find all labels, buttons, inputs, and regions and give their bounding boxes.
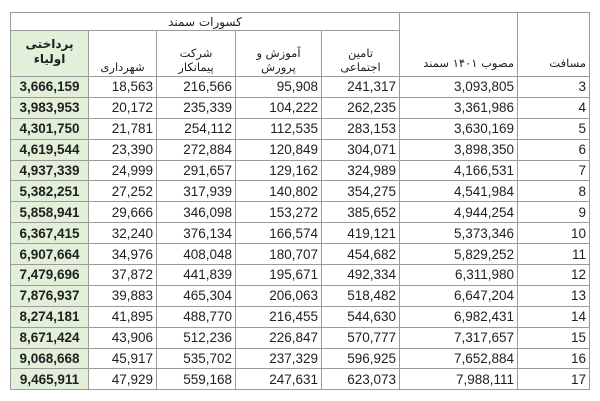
cell-parent-payment: 6,367,415: [11, 223, 89, 244]
cell-contractor: 376,134: [157, 223, 236, 244]
cell-social-insurance: 492,334: [322, 265, 400, 286]
table-body: [11, 77, 590, 390]
cell-municipality: 23,390: [89, 139, 157, 160]
cell-approved: 5,829,252: [400, 244, 518, 265]
cell-parent-payment: 9,068,668: [11, 348, 89, 369]
cell-education: 129,162: [236, 160, 322, 181]
cell-parent-payment: 4,619,544: [11, 139, 89, 160]
table-row: [11, 202, 590, 223]
table-row: [11, 306, 590, 327]
cell-municipality: 18,563: [89, 77, 157, 98]
table-row: [11, 265, 590, 286]
header-municipality: [89, 30, 157, 76]
cell-distance: 5: [518, 118, 590, 139]
table-row: [11, 223, 590, 244]
cell-social-insurance: 454,682: [322, 244, 400, 265]
cell-distance: 8: [518, 181, 590, 202]
cell-approved: 7,317,657: [400, 327, 518, 348]
cell-municipality: 21,781: [89, 118, 157, 139]
cell-education: 195,671: [236, 265, 322, 286]
cell-municipality: 39,883: [89, 285, 157, 306]
cell-approved: 3,630,169: [400, 118, 518, 139]
cell-municipality: 27,252: [89, 181, 157, 202]
deductions-group-header: کسورات سمند: [11, 13, 400, 31]
table-row: [11, 369, 590, 390]
cell-parent-payment: 6,907,664: [11, 244, 89, 265]
cell-parent-payment: 3,666,159: [11, 77, 89, 98]
cell-education: 206,063: [236, 285, 322, 306]
cell-education: 247,631: [236, 369, 322, 390]
cell-education: 140,802: [236, 181, 322, 202]
cell-approved: 5,373,346: [400, 223, 518, 244]
header-social-insurance: [322, 30, 400, 76]
header-parent-payment-line2: اولیاء: [33, 52, 66, 67]
cell-parent-payment: 5,382,251: [11, 181, 89, 202]
table-row: [11, 327, 590, 348]
cell-education: 216,455: [236, 306, 322, 327]
cell-education: 112,535: [236, 118, 322, 139]
header-municipality-label: شهرداری: [100, 60, 145, 74]
cell-contractor: 291,657: [157, 160, 236, 181]
cell-education: 104,222: [236, 97, 322, 118]
cell-municipality: 41,895: [89, 306, 157, 327]
cell-contractor: 512,236: [157, 327, 236, 348]
table-row: [11, 285, 590, 306]
cell-social-insurance: 623,073: [322, 369, 400, 390]
cell-municipality: 45,917: [89, 348, 157, 369]
cell-municipality: 43,906: [89, 327, 157, 348]
cell-municipality: 20,172: [89, 97, 157, 118]
table-row: [11, 244, 590, 265]
cell-education: 237,329: [236, 348, 322, 369]
cell-contractor: 317,939: [157, 181, 236, 202]
cell-social-insurance: 283,153: [322, 118, 400, 139]
cell-contractor: 465,304: [157, 285, 236, 306]
cell-social-insurance: 262,235: [322, 97, 400, 118]
cell-social-insurance: 596,925: [322, 348, 400, 369]
cell-contractor: 408,048: [157, 244, 236, 265]
cell-social-insurance: 419,121: [322, 223, 400, 244]
cell-distance: 4: [518, 97, 590, 118]
header-contractor: [157, 30, 236, 76]
cell-social-insurance: 544,630: [322, 306, 400, 327]
cell-municipality: 29,666: [89, 202, 157, 223]
table-row: [11, 348, 590, 369]
cell-contractor: 488,770: [157, 306, 236, 327]
cell-distance: 14: [518, 306, 590, 327]
table-row: [11, 181, 590, 202]
header-contractor-line1: شرکت: [179, 46, 213, 60]
cell-parent-payment: 3,983,953: [11, 97, 89, 118]
cell-distance: 7: [518, 160, 590, 181]
header-parent-payment-line1: پرداختی: [25, 37, 74, 52]
cell-education: 180,707: [236, 244, 322, 265]
table-row: [11, 97, 590, 118]
cell-education: 153,272: [236, 202, 322, 223]
header-education: [236, 30, 322, 76]
cell-municipality: 34,976: [89, 244, 157, 265]
cell-social-insurance: 324,989: [322, 160, 400, 181]
cell-social-insurance: 385,652: [322, 202, 400, 223]
cell-approved: 7,652,884: [400, 348, 518, 369]
cell-municipality: 37,872: [89, 265, 157, 286]
cell-education: 226,847: [236, 327, 322, 348]
cell-distance: 13: [518, 285, 590, 306]
cell-approved: 6,311,980: [400, 265, 518, 286]
cell-contractor: 216,566: [157, 77, 236, 98]
cell-parent-payment: 8,274,181: [11, 306, 89, 327]
cell-social-insurance: 518,482: [322, 285, 400, 306]
cell-municipality: 47,929: [89, 369, 157, 390]
cell-contractor: 441,839: [157, 265, 236, 286]
cell-contractor: 235,339: [157, 97, 236, 118]
cell-contractor: 559,168: [157, 369, 236, 390]
cell-contractor: 346,098: [157, 202, 236, 223]
cell-contractor: 535,702: [157, 348, 236, 369]
cell-contractor: 254,112: [157, 118, 236, 139]
cell-approved: 6,982,431: [400, 306, 518, 327]
cell-approved: 3,361,986: [400, 97, 518, 118]
cell-parent-payment: 9,465,911: [11, 369, 89, 390]
cell-distance: 9: [518, 202, 590, 223]
cell-parent-payment: 7,876,937: [11, 285, 89, 306]
table-row: [11, 77, 590, 98]
header-row-group: [11, 13, 590, 31]
header-distance: مسافت: [518, 13, 590, 77]
cell-distance: 11: [518, 244, 590, 265]
header-education-line2: پرورش: [261, 60, 296, 74]
cell-distance: 10: [518, 223, 590, 244]
cell-education: 120,849: [236, 139, 322, 160]
cell-distance: 3: [518, 77, 590, 98]
cell-approved: 4,166,531: [400, 160, 518, 181]
cell-contractor: 272,884: [157, 139, 236, 160]
cell-parent-payment: 4,937,339: [11, 160, 89, 181]
cell-approved: 3,093,805: [400, 77, 518, 98]
cell-social-insurance: 570,777: [322, 327, 400, 348]
header-social-insurance-line1: تامین: [347, 46, 374, 60]
header-contractor-line2: پیمانکار: [178, 60, 214, 74]
header-education-line1: آموزش و: [256, 46, 301, 60]
cell-distance: 16: [518, 348, 590, 369]
table-row: [11, 160, 590, 181]
cell-approved: 3,898,350: [400, 139, 518, 160]
header-parent-payment: [11, 30, 89, 76]
cell-parent-payment: 8,671,424: [11, 327, 89, 348]
cell-education: 95,908: [236, 77, 322, 98]
cell-approved: 6,647,204: [400, 285, 518, 306]
cell-distance: 17: [518, 369, 590, 390]
cell-municipality: 32,240: [89, 223, 157, 244]
cell-approved: 4,541,984: [400, 181, 518, 202]
header-social-insurance-line2: اجتماعی: [340, 60, 381, 74]
cell-approved: 4,944,254: [400, 202, 518, 223]
cell-parent-payment: 5,858,941: [11, 202, 89, 223]
table-row: [11, 118, 590, 139]
cell-social-insurance: 241,317: [322, 77, 400, 98]
cell-social-insurance: 354,275: [322, 181, 400, 202]
cell-parent-payment: 7,479,696: [11, 265, 89, 286]
cell-municipality: 24,999: [89, 160, 157, 181]
cell-distance: 12: [518, 265, 590, 286]
cell-social-insurance: 304,071: [322, 139, 400, 160]
cell-distance: 15: [518, 327, 590, 348]
cell-parent-payment: 4,301,750: [11, 118, 89, 139]
table-row: [11, 139, 590, 160]
cell-distance: 6: [518, 139, 590, 160]
header-approved: مصوب ۱۴۰۱ سمند: [400, 13, 518, 77]
cell-education: 166,574: [236, 223, 322, 244]
cell-approved: 7,988,111: [400, 369, 518, 390]
fare-deductions-table: [10, 12, 590, 390]
